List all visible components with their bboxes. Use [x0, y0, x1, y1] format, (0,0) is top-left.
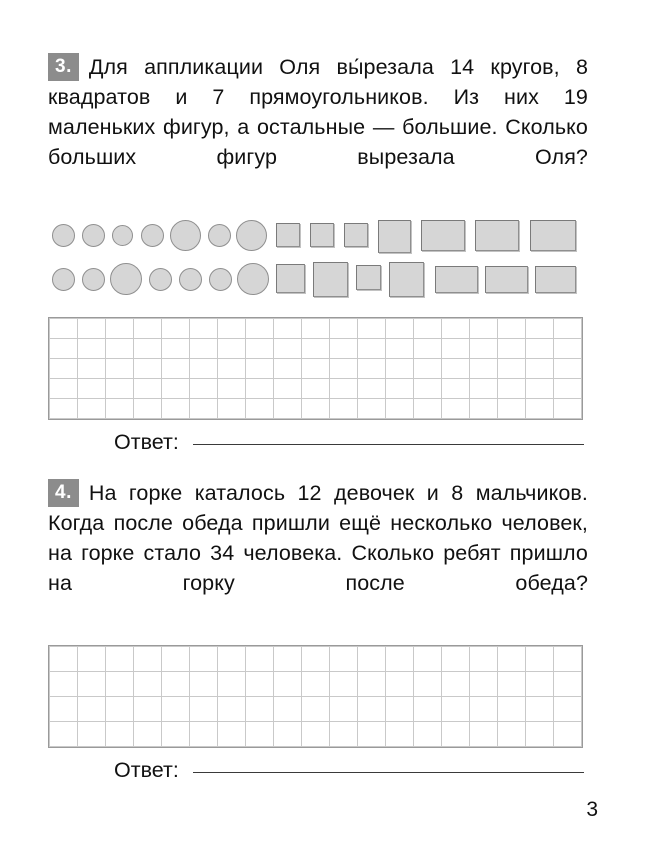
- grid-cell[interactable]: [526, 697, 554, 722]
- grid-cell[interactable]: [302, 319, 330, 339]
- grid-cell[interactable]: [162, 359, 190, 379]
- grid-cell[interactable]: [414, 319, 442, 339]
- grid-cell[interactable]: [498, 672, 526, 697]
- grid-cell[interactable]: [386, 647, 414, 672]
- grid-cell[interactable]: [78, 672, 106, 697]
- square-shape: [310, 223, 334, 247]
- grid-cell[interactable]: [358, 647, 386, 672]
- task-3-text: [48, 52, 588, 202]
- grid-cell[interactable]: [526, 339, 554, 359]
- grid-cell[interactable]: [526, 319, 554, 339]
- grid-cell[interactable]: [554, 319, 582, 339]
- shape-row-1: [48, 218, 593, 258]
- grid-cell[interactable]: [190, 697, 218, 722]
- grid-cell[interactable]: [190, 319, 218, 339]
- grid-cell[interactable]: [246, 697, 274, 722]
- circle-shape: [52, 224, 75, 247]
- grid-cell[interactable]: [106, 722, 134, 747]
- grid-cell[interactable]: [358, 339, 386, 359]
- grid-cell[interactable]: [190, 399, 218, 419]
- grid-cell[interactable]: [358, 359, 386, 379]
- grid-cell[interactable]: [414, 339, 442, 359]
- grid-cell[interactable]: [414, 722, 442, 747]
- grid-cell[interactable]: [498, 399, 526, 419]
- square-shape: [313, 262, 348, 297]
- grid-cell[interactable]: [106, 647, 134, 672]
- grid-cell[interactable]: [386, 399, 414, 419]
- circle-shape: [52, 268, 75, 291]
- task-3-answer-row: [114, 430, 584, 455]
- grid-cell[interactable]: [386, 359, 414, 379]
- grid-cell[interactable]: [190, 339, 218, 359]
- rect-shape: [485, 266, 528, 293]
- grid-cell[interactable]: [78, 697, 106, 722]
- grid-cell[interactable]: [414, 697, 442, 722]
- grid-cell[interactable]: [302, 379, 330, 399]
- grid-cell[interactable]: [302, 339, 330, 359]
- task-3-illustration: [48, 218, 593, 302]
- grid-cell[interactable]: [386, 722, 414, 747]
- grid-cell[interactable]: [358, 672, 386, 697]
- circle-shape: [179, 268, 202, 291]
- grid-cell[interactable]: [442, 697, 470, 722]
- circle-shape: [237, 263, 269, 295]
- grid-row: [50, 319, 582, 339]
- grid-cell[interactable]: [526, 399, 554, 419]
- grid-cell[interactable]: [358, 697, 386, 722]
- task-4-work-grid[interactable]: [48, 645, 583, 748]
- grid-cell[interactable]: [330, 319, 358, 339]
- grid-cell[interactable]: [162, 379, 190, 399]
- grid-cell[interactable]: [302, 672, 330, 697]
- grid-cell[interactable]: [134, 359, 162, 379]
- grid-cell[interactable]: [526, 379, 554, 399]
- grid-cell[interactable]: [162, 339, 190, 359]
- grid-cell[interactable]: [330, 697, 358, 722]
- grid-cell[interactable]: [470, 672, 498, 697]
- grid-cell[interactable]: [246, 399, 274, 419]
- grid-cell[interactable]: [414, 647, 442, 672]
- grid-cell[interactable]: [442, 319, 470, 339]
- grid-row: [50, 672, 582, 697]
- grid-cell[interactable]: [442, 672, 470, 697]
- square-shape: [276, 223, 300, 247]
- grid-cell[interactable]: [106, 399, 134, 419]
- grid-cell[interactable]: [302, 697, 330, 722]
- circle-shape: [110, 263, 142, 295]
- grid-cell[interactable]: [78, 379, 106, 399]
- grid-cell[interactable]: [78, 399, 106, 419]
- grid-cell[interactable]: [554, 672, 582, 697]
- task-3-statement: Для аппликации Оля вы́резала 14 кругов, 8 квадратов и 7 прямоугольников. Из них 19 маленьких фигур, а остальные — большие. Сколько больших фигур вырезала Оля?: [48, 55, 588, 169]
- grid-cell[interactable]: [358, 379, 386, 399]
- grid-cell[interactable]: [134, 647, 162, 672]
- grid-cell[interactable]: [442, 722, 470, 747]
- grid-cell[interactable]: [106, 697, 134, 722]
- task-4-answer-row: [114, 758, 584, 783]
- rect-shape: [421, 220, 465, 251]
- grid-cell[interactable]: [50, 359, 78, 379]
- rect-shape: [535, 266, 576, 293]
- task-3-block: [48, 52, 588, 202]
- grid-row: [50, 379, 582, 399]
- grid-cell[interactable]: [358, 722, 386, 747]
- circle-shape: [209, 268, 232, 291]
- grid-cell[interactable]: [498, 319, 526, 339]
- grid-cell[interactable]: [246, 722, 274, 747]
- circle-shape: [236, 220, 267, 251]
- grid-cell[interactable]: [302, 647, 330, 672]
- grid-cell[interactable]: [50, 379, 78, 399]
- grid-cell[interactable]: [218, 379, 246, 399]
- grid-cell[interactable]: [386, 697, 414, 722]
- grid-cell[interactable]: [218, 697, 246, 722]
- grid-cell[interactable]: [274, 697, 302, 722]
- grid-cell[interactable]: [386, 319, 414, 339]
- square-shape: [356, 265, 381, 290]
- grid-cell[interactable]: [470, 647, 498, 672]
- grid-cell[interactable]: [218, 672, 246, 697]
- grid-cell[interactable]: [554, 722, 582, 747]
- grid-cell[interactable]: [78, 339, 106, 359]
- grid-cell[interactable]: [78, 722, 106, 747]
- circle-shape: [149, 268, 172, 291]
- grid-cell[interactable]: [190, 379, 218, 399]
- grid-cell[interactable]: [106, 339, 134, 359]
- grid-cell[interactable]: [302, 359, 330, 379]
- grid-cell[interactable]: [526, 672, 554, 697]
- task-3-answer-label: Ответ:: [114, 430, 179, 454]
- grid-cell[interactable]: [358, 319, 386, 339]
- grid-cell[interactable]: [106, 379, 134, 399]
- rect-shape: [530, 220, 576, 251]
- grid-cell[interactable]: [274, 319, 302, 339]
- grid-cell[interactable]: [246, 359, 274, 379]
- grid-cell[interactable]: [134, 399, 162, 419]
- grid-cell[interactable]: [498, 697, 526, 722]
- grid-cell[interactable]: [218, 359, 246, 379]
- grid-cell[interactable]: [386, 672, 414, 697]
- page-number: 3: [586, 798, 598, 821]
- grid-cell[interactable]: [302, 399, 330, 419]
- grid-cell[interactable]: [50, 697, 78, 722]
- task-4-number-badge: 4.: [48, 479, 79, 507]
- grid-cell[interactable]: [134, 339, 162, 359]
- grid-cell[interactable]: [78, 359, 106, 379]
- circle-shape: [141, 224, 164, 247]
- grid-row: [50, 359, 582, 379]
- task-3-number-badge: 3.: [48, 53, 79, 81]
- grid-cell[interactable]: [414, 379, 442, 399]
- grid-cell[interactable]: [386, 379, 414, 399]
- task-4-text: [48, 478, 588, 628]
- grid-cell[interactable]: [554, 647, 582, 672]
- grid-cell[interactable]: [106, 359, 134, 379]
- grid-cell[interactable]: [442, 339, 470, 359]
- grid-cell[interactable]: [246, 319, 274, 339]
- grid-cell[interactable]: [78, 319, 106, 339]
- grid-cell[interactable]: [190, 647, 218, 672]
- grid-cell[interactable]: [554, 359, 582, 379]
- grid-cell[interactable]: [218, 339, 246, 359]
- grid-cell[interactable]: [50, 339, 78, 359]
- grid-cell[interactable]: [162, 722, 190, 747]
- grid-cell[interactable]: [218, 647, 246, 672]
- grid-cell[interactable]: [50, 672, 78, 697]
- grid-cell[interactable]: [526, 647, 554, 672]
- grid-cell[interactable]: [442, 359, 470, 379]
- grid-cell[interactable]: [554, 339, 582, 359]
- grid-cell[interactable]: [330, 399, 358, 419]
- task-4-answer-input[interactable]: [193, 772, 584, 773]
- task-3-work-grid[interactable]: [48, 317, 583, 420]
- grid-cell[interactable]: [162, 399, 190, 419]
- grid-cell[interactable]: [274, 359, 302, 379]
- grid-cell[interactable]: [470, 359, 498, 379]
- grid-cell[interactable]: [134, 697, 162, 722]
- grid-row: [50, 697, 582, 722]
- grid-cell[interactable]: [442, 379, 470, 399]
- grid-cell[interactable]: [442, 647, 470, 672]
- grid-cell[interactable]: [498, 339, 526, 359]
- grid-cell[interactable]: [246, 672, 274, 697]
- grid-cell[interactable]: [526, 359, 554, 379]
- task-4-block: [48, 478, 588, 628]
- grid-cell[interactable]: [470, 379, 498, 399]
- grid-cell[interactable]: [414, 359, 442, 379]
- grid-row: [50, 339, 582, 359]
- grid-cell[interactable]: [246, 647, 274, 672]
- grid-cell[interactable]: [218, 319, 246, 339]
- grid-cell[interactable]: [330, 379, 358, 399]
- grid-cell[interactable]: [50, 399, 78, 419]
- grid-cell[interactable]: [470, 697, 498, 722]
- grid-cell[interactable]: [414, 672, 442, 697]
- grid-cell[interactable]: [106, 319, 134, 339]
- grid-cell[interactable]: [246, 379, 274, 399]
- grid-cell[interactable]: [162, 319, 190, 339]
- grid-cell[interactable]: [190, 672, 218, 697]
- grid-cell[interactable]: [470, 319, 498, 339]
- grid-cell[interactable]: [50, 722, 78, 747]
- grid-cell[interactable]: [274, 672, 302, 697]
- task-4-answer-label: Ответ:: [114, 758, 179, 782]
- grid-cell[interactable]: [498, 359, 526, 379]
- grid-cell[interactable]: [218, 722, 246, 747]
- rect-shape: [475, 220, 519, 251]
- grid-cell[interactable]: [442, 399, 470, 419]
- grid-cell[interactable]: [498, 647, 526, 672]
- grid-cell[interactable]: [274, 339, 302, 359]
- grid-cell[interactable]: [554, 379, 582, 399]
- grid-cell[interactable]: [162, 697, 190, 722]
- grid-cell[interactable]: [470, 339, 498, 359]
- grid-cell[interactable]: [134, 722, 162, 747]
- grid-cell[interactable]: [274, 647, 302, 672]
- task-4-statement: На горке каталось 12 девочек и 8 мальчиков. Когда после обеда пришли ещё несколько человек, на горке стало 34 человека. Сколько ребят пришло на горку после обеда?: [48, 481, 588, 595]
- task-3-answer-input[interactable]: [193, 444, 584, 445]
- grid-cell[interactable]: [162, 647, 190, 672]
- grid-cell[interactable]: [470, 722, 498, 747]
- grid-cell[interactable]: [330, 647, 358, 672]
- grid-cell[interactable]: [162, 672, 190, 697]
- grid-cell[interactable]: [274, 722, 302, 747]
- grid-cell[interactable]: [134, 672, 162, 697]
- circle-shape: [170, 220, 201, 251]
- square-shape: [389, 262, 424, 297]
- grid-cell[interactable]: [190, 359, 218, 379]
- grid-cell[interactable]: [134, 319, 162, 339]
- grid-cell[interactable]: [246, 339, 274, 359]
- shape-row-2: [48, 262, 593, 302]
- circle-shape: [112, 225, 133, 246]
- grid-cell[interactable]: [358, 399, 386, 419]
- grid-cell[interactable]: [386, 339, 414, 359]
- grid-cell[interactable]: [190, 722, 218, 747]
- grid-cell[interactable]: [554, 399, 582, 419]
- grid-cell[interactable]: [302, 722, 330, 747]
- grid-cell[interactable]: [274, 399, 302, 419]
- grid-row: [50, 722, 582, 747]
- grid-row: [50, 647, 582, 672]
- grid-cell[interactable]: [274, 379, 302, 399]
- grid-cell[interactable]: [498, 722, 526, 747]
- grid-cell[interactable]: [498, 379, 526, 399]
- grid-cell[interactable]: [218, 399, 246, 419]
- grid-cell[interactable]: [330, 359, 358, 379]
- grid-cell[interactable]: [526, 722, 554, 747]
- circle-shape: [82, 224, 105, 247]
- grid-cell[interactable]: [106, 672, 134, 697]
- grid-cell[interactable]: [50, 647, 78, 672]
- grid-cell[interactable]: [50, 319, 78, 339]
- grid-cell[interactable]: [78, 647, 106, 672]
- grid-cell[interactable]: [470, 399, 498, 419]
- circle-shape: [82, 268, 105, 291]
- rect-shape: [435, 266, 478, 293]
- grid-cell[interactable]: [330, 672, 358, 697]
- circle-shape: [208, 224, 231, 247]
- grid-cell[interactable]: [330, 722, 358, 747]
- grid-cell[interactable]: [554, 697, 582, 722]
- square-shape: [276, 264, 305, 293]
- square-shape: [344, 223, 368, 247]
- grid-cell[interactable]: [134, 379, 162, 399]
- grid-cell[interactable]: [414, 399, 442, 419]
- grid-row: [50, 399, 582, 419]
- square-shape: [378, 220, 411, 253]
- grid-cell[interactable]: [330, 339, 358, 359]
